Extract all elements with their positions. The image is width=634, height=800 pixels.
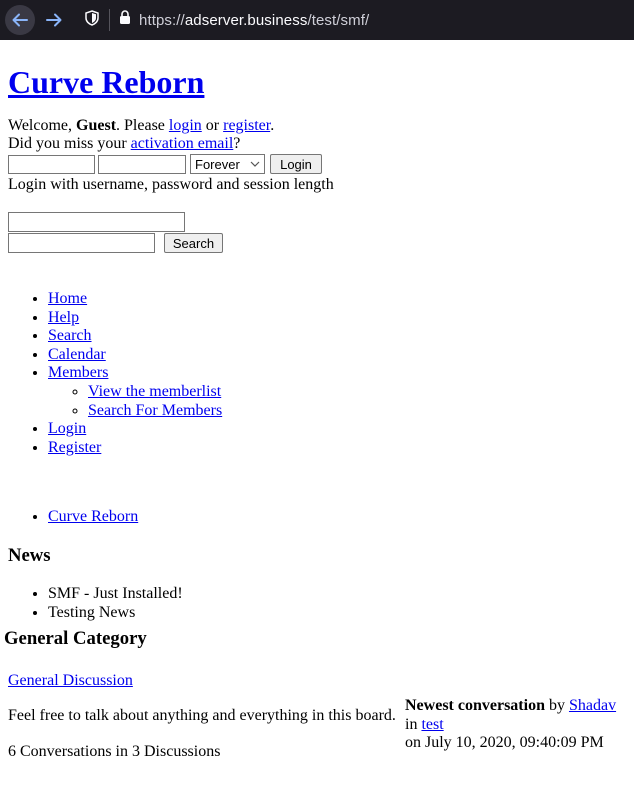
site-title-link[interactable]: Curve Reborn xyxy=(8,64,205,100)
lastpost-topic-link[interactable]: test xyxy=(421,715,444,733)
news-item: • SMF - Just Installed! xyxy=(48,585,634,604)
url-scheme: https:// xyxy=(139,11,185,29)
view-memberlist-link[interactable]: View the memberlist xyxy=(88,382,222,400)
password-input[interactable] xyxy=(98,155,186,174)
quick-login-input[interactable] xyxy=(8,212,185,232)
forum-page xyxy=(8,40,634,622)
board-name xyxy=(8,672,133,690)
submenu-item-search-members xyxy=(88,402,634,421)
login-link[interactable]: login xyxy=(168,117,202,134)
period-text: . xyxy=(270,117,275,134)
lastpost-in: in xyxy=(405,715,422,733)
search-button[interactable]: Search xyxy=(164,233,223,253)
menu-item-calendar xyxy=(48,346,634,365)
login-form xyxy=(8,153,634,175)
news-item: • Testing News xyxy=(48,604,634,623)
site-title xyxy=(8,64,634,101)
menu-link-members[interactable]: Members xyxy=(48,364,109,382)
address-bar[interactable] xyxy=(139,12,369,29)
register-link[interactable]: register xyxy=(223,117,271,134)
breadcrumb-item xyxy=(48,508,634,527)
search-input[interactable] xyxy=(8,233,155,253)
question-mark: ? xyxy=(233,135,241,152)
arrow-right-icon xyxy=(45,11,63,29)
username-input[interactable] xyxy=(8,155,95,174)
welcome-prefix: Welcome, xyxy=(8,117,77,134)
session-length-value: Forever xyxy=(195,156,240,172)
menu-link-login[interactable]: Login xyxy=(48,420,87,438)
chevron-down-icon xyxy=(250,161,260,167)
menu-item-search xyxy=(48,327,634,346)
menu-item-members xyxy=(48,364,634,420)
browser-toolbar xyxy=(0,0,634,40)
main-menu xyxy=(8,290,634,457)
guest-name: Guest xyxy=(76,117,117,134)
missed-text: Did you miss your xyxy=(8,135,131,152)
category-title: General Category xyxy=(4,628,147,649)
menu-link-register[interactable]: Register xyxy=(48,438,102,456)
menu-link-search[interactable]: Search xyxy=(48,327,92,345)
lastpost-author-link[interactable]: Shadav xyxy=(568,697,617,714)
login-hint: Login with username, password and session length xyxy=(8,176,334,193)
menu-item-register xyxy=(48,439,634,458)
menu-item-help xyxy=(48,309,634,328)
search-form xyxy=(8,212,634,253)
board-lastpost xyxy=(405,697,629,753)
lastpost-label: Newest conversation xyxy=(405,697,545,714)
menu-item-login xyxy=(48,420,634,439)
board-stats: 6 Conversations in 3 Discussions xyxy=(8,743,221,760)
lastpost-date: on July 10, 2020, 09:40:09 PM xyxy=(405,734,604,751)
breadcrumb xyxy=(8,508,634,527)
or-text: or xyxy=(201,117,224,134)
lock-icon[interactable] xyxy=(119,10,131,30)
menu-link-help[interactable]: Help xyxy=(48,308,80,326)
forward-button[interactable] xyxy=(39,5,69,35)
menu-link-calendar[interactable]: Calendar xyxy=(48,345,106,363)
url-path: /test/smf/ xyxy=(307,11,370,29)
board-link[interactable]: General Discussion xyxy=(8,672,133,689)
breadcrumb-link-root[interactable]: Curve Reborn xyxy=(48,508,139,526)
session-length-select[interactable] xyxy=(190,154,265,174)
news-list xyxy=(8,585,634,622)
news-heading: News xyxy=(8,544,51,566)
search-members-link[interactable]: Search For Members xyxy=(88,401,223,419)
board-description: Feel free to talk about anything and everything in this board. xyxy=(8,707,396,724)
back-button[interactable] xyxy=(5,5,35,35)
activation-email-link[interactable]: activation email xyxy=(130,135,234,152)
please-text: . Please xyxy=(116,117,169,134)
lastpost-by: by xyxy=(544,697,569,714)
url-host: adserver.business xyxy=(184,11,308,29)
tracking-protection-shield-icon[interactable] xyxy=(85,10,99,31)
login-button[interactable]: Login xyxy=(270,154,322,174)
user-section xyxy=(8,117,634,153)
menu-link-home[interactable]: Home xyxy=(48,290,88,307)
submenu-item-memberlist xyxy=(88,383,634,402)
arrow-left-icon xyxy=(11,11,29,29)
members-submenu xyxy=(48,383,634,420)
toolbar-divider xyxy=(109,9,110,31)
menu-item-home xyxy=(48,290,634,309)
